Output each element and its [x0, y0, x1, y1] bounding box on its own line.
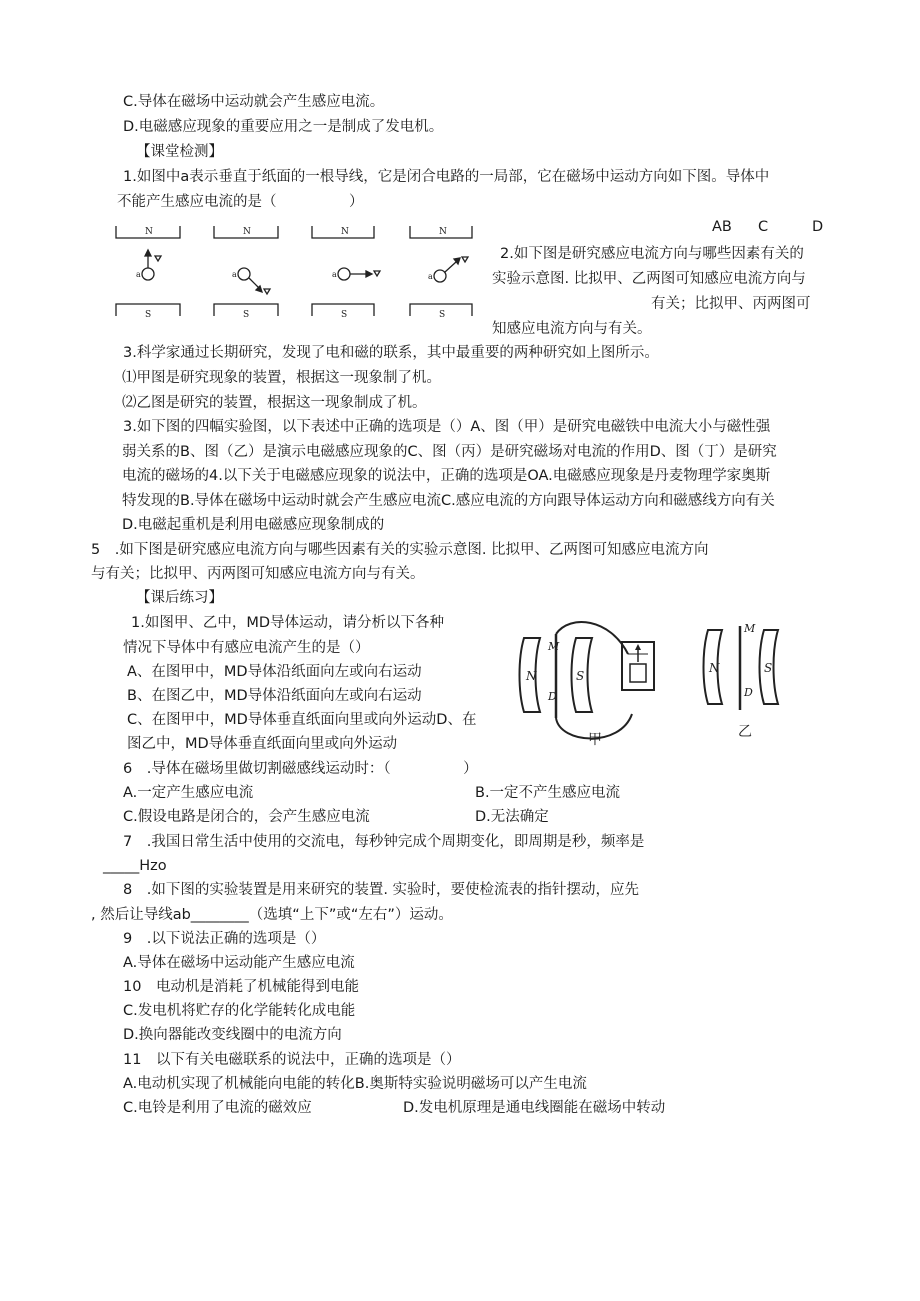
q11-stem: 11 以下有关电磁联系的说法中，正确的选项是（）: [123, 1052, 461, 1068]
q1-option-d: D: [812, 219, 824, 235]
statement-d: D.电磁感应现象的重要应用之一是制成了发电机。: [123, 119, 444, 135]
after-class-header: 【课后练习】: [136, 590, 223, 606]
q6-option-d: D.无法确定: [475, 809, 549, 825]
diagram-a: [116, 226, 180, 316]
jia-label-d: D: [548, 690, 557, 703]
q6-option-a: A.一定产生感应电流: [123, 785, 254, 801]
q2-line3: 有关；比拟甲、丙两图可: [651, 296, 811, 312]
q3b-line2: 弱关系的B、图（乙）是演示电磁感应现象的C、图（丙）是研究磁场对电流的作用D、图（丁）是研究: [122, 444, 777, 460]
pole-s-b: S: [243, 310, 250, 320]
q3a-line3: ⑵乙图是研究的装置，根据这一现象制成了机。: [122, 395, 427, 411]
ac-q1-line1: 1.如图甲、乙中，MD导体运动，请分析以下各种: [131, 615, 445, 631]
diagram-d: [410, 226, 472, 316]
q2-line2: 实验示意图. 比拟甲、乙两图可知感应电流方向与: [492, 271, 806, 287]
wire-label-a: a: [136, 270, 141, 279]
pole-s-a: S: [145, 310, 152, 320]
jia-yi-figure: [510, 614, 800, 754]
q11-option-d: D.发电机原理是通电线圈能在磁场中转动: [403, 1100, 666, 1116]
pole-s-c: S: [341, 310, 348, 320]
pole-n-a: N: [145, 227, 153, 237]
pole-n-d: N: [439, 227, 447, 237]
q10-option-d: D.换向器能改变线圈中的电流方向: [123, 1027, 342, 1043]
q1-option-ab: AB: [712, 219, 732, 235]
class-check-header: 【课堂检测】: [136, 144, 223, 160]
q11-option-c: C.电铃是利用了电流的磁效应: [123, 1100, 312, 1116]
q9-option-a: A.导体在磁场中运动能产生感应电流: [123, 955, 355, 971]
jia-label-m: M: [548, 640, 560, 653]
q7-line2: _____Hzo: [103, 858, 167, 874]
q5-line2: 与有关；比拟甲、丙两图可知感应电流方向与有关。: [91, 566, 425, 582]
wire-label-d: a: [428, 272, 433, 281]
statement-c: C.导体在磁场中运动就会产生感应电流。: [123, 94, 385, 110]
pole-n-c: N: [341, 227, 349, 237]
diagram-b: [214, 226, 278, 316]
q6-stem: 6 .导体在磁场里做切割磁感线运动时：（ ）: [123, 761, 478, 777]
q5-line1: 5 .如下图是研究感应电流方向与哪些因素有关的实验示意图. 比拟甲、乙两图可知感应电流方向: [91, 542, 709, 558]
q3a-line1: 3.科学家通过长期研究，发现了电和磁的联系，其中最重要的两种研究如上图所示。: [123, 345, 659, 361]
yi-pole-n: N: [709, 661, 720, 675]
ac-q1-line2: 情况下导体中有感应电流产生的是（）: [123, 640, 370, 656]
q3b-line5: D.电磁起重机是利用电磁感应现象制成的: [122, 517, 385, 533]
q8-line2: , 然后让导线ab________（选填“上下”或“左右”）运动。: [91, 907, 453, 923]
q1-line1: 1.如图中a表示垂直于纸面的一根导线，它是闭合电路的一局部，它在磁场中运动方向如下图。导体中: [123, 169, 770, 185]
q6-option-b: B.一定不产生感应电流: [475, 785, 621, 801]
q3b-line4: 特发现的B.导体在磁场中运动时就会产生感应电流C.感应电流的方向跟导体运动方向和磁感线方向有关: [122, 493, 775, 509]
wire-label-c: a: [332, 270, 337, 279]
ac-q1-option-a: A、在图甲中，MD导体沿纸面向左或向右运动: [127, 664, 422, 680]
q10-line: 10 电动机是消耗了机械能得到电能: [123, 979, 359, 995]
diagram-c: [312, 226, 380, 316]
jia-label: 甲: [588, 732, 602, 748]
jia-pole-s: S: [576, 669, 585, 683]
q3a-line2: ⑴甲图是研究现象的装置，根据这一现象制了机。: [122, 370, 441, 386]
pole-s-d: S: [439, 310, 446, 320]
jia-pole-n: N: [526, 669, 537, 683]
q3b-line1: 3.如下图的四幅实验图，以下表述中正确的选项是（）A、图（甲）是研究电磁铁中电流大小与磁性强: [123, 419, 771, 435]
q1-line2: 不能产生感应电流的是（ ）: [117, 194, 364, 210]
yi-label-m: M: [744, 622, 756, 635]
yi-pole-s: S: [764, 661, 773, 675]
yi-label: 乙: [738, 724, 752, 740]
pole-n-b: N: [243, 227, 251, 237]
ac-q1-option-c-line1: C、在图甲中，MD导体垂直纸面向里或向外运动D、在: [127, 712, 477, 728]
q10-option-c: C.发电机将贮存的化学能转化成电能: [123, 1003, 356, 1019]
q1-magnet-figure: [112, 224, 487, 320]
q2-line4: 知感应电流方向与有关。: [492, 321, 652, 337]
q6-option-c: C.假设电路是闭合的，会产生感应电流: [123, 809, 370, 825]
wire-label-b: a: [232, 270, 237, 279]
q11-options-ab: A.电动机实现了机械能向电能的转化B.奥斯特实验说明磁场可以产生电流: [123, 1076, 587, 1092]
q8-line1: 8 .如下图的实验装置是用来研究的装置. 实验时，要使检流表的指针摆动，应先: [123, 882, 640, 898]
q2-line1: 2.如下图是研究感应电流方向与哪些因素有关的: [500, 246, 804, 262]
q7-line1: 7 .我国日常生活中使用的交流电，每秒钟完成个周期变化，即周期是秒，频率是: [123, 834, 645, 850]
ac-q1-option-c-line2: 图乙中，MD导体垂直纸面向里或向外运动: [127, 736, 398, 752]
ac-q1-option-b: B、在图乙中，MD导体沿纸面向左或向右运动: [127, 688, 422, 704]
q9-stem: 9 .以下说法正确的选项是（）: [123, 931, 326, 947]
q1-option-c: C: [758, 219, 769, 235]
q3b-line3: 电流的磁场的4.以下关于电磁感应现象的说法中，正确的选项是OA.电磁感应现象是丹麦物理学家奥斯: [122, 468, 771, 484]
yi-label-d: D: [744, 686, 753, 699]
